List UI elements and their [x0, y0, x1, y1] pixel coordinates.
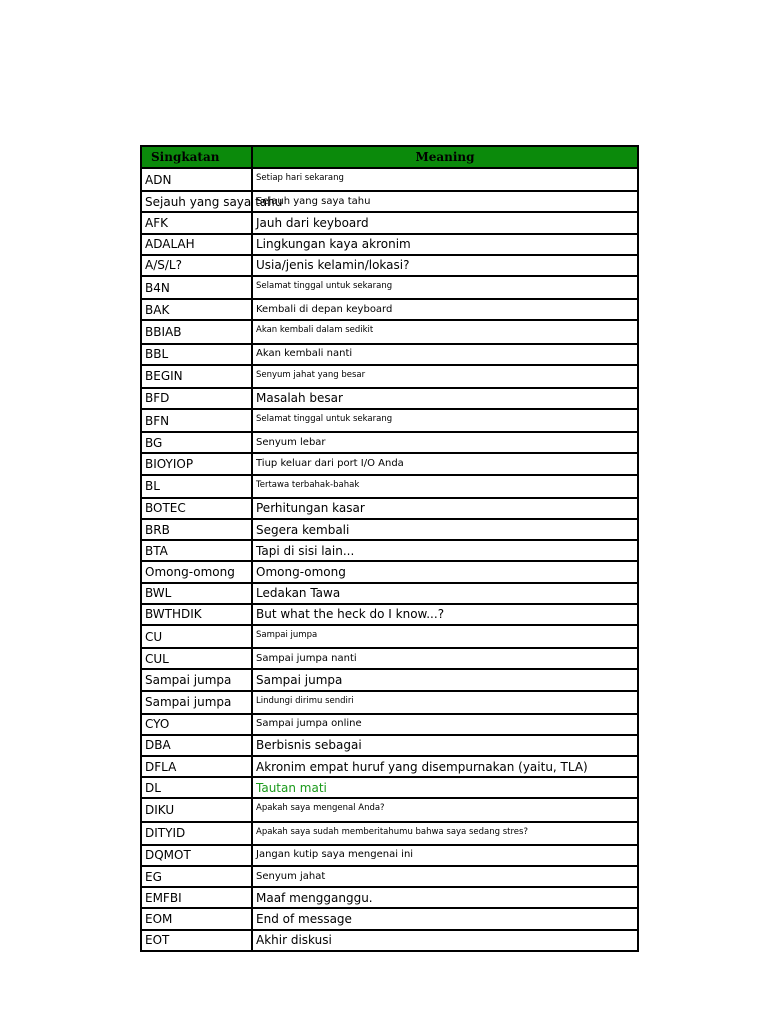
meaning-cell: Ledakan Tawa: [252, 583, 638, 604]
meaning-cell: Senyum jahat: [252, 866, 638, 887]
meaning-cell: End of message: [252, 908, 638, 929]
table-row: [141, 276, 638, 299]
table-row: [141, 691, 638, 714]
table-row: [141, 648, 638, 669]
abbr-cell: DQMOT: [141, 845, 252, 866]
abbr-cell: A/S/L?: [141, 255, 252, 276]
meaning-cell: Kembali di depan keyboard: [252, 299, 638, 320]
column-header-abbreviation: Singkatan: [141, 146, 252, 168]
abbr-cell: DL: [141, 777, 252, 798]
meaning-cell: Tertawa terbahak-bahak: [252, 475, 638, 498]
table-row: [141, 540, 638, 561]
table-row: [141, 409, 638, 432]
abbr-cell: BFN: [141, 409, 252, 432]
acronym-table: [140, 145, 639, 952]
abbr-cell: DIKU: [141, 798, 252, 821]
table-row: [141, 475, 638, 498]
abbr-cell: AFK: [141, 212, 252, 233]
abbr-cell: BOTEC: [141, 498, 252, 519]
table-row: [141, 234, 638, 255]
abbr-cell: BWTHDIK: [141, 604, 252, 625]
abbr-cell: BFD: [141, 388, 252, 409]
table-row: [141, 798, 638, 821]
table-row: [141, 320, 638, 343]
meaning-cell: Akhir diskusi: [252, 930, 638, 951]
meaning-cell: Sampai jumpa: [252, 669, 638, 690]
meaning-cell: Usia/jenis kelamin/lokasi?: [252, 255, 638, 276]
abbr-cell: CUL: [141, 648, 252, 669]
table-row: [141, 604, 638, 625]
table-row: [141, 583, 638, 604]
abbr-cell: BIOYIOP: [141, 453, 252, 474]
abbr-cell: CYO: [141, 714, 252, 735]
table-row: [141, 777, 638, 798]
abbr-cell: DBA: [141, 735, 252, 756]
table-row: [141, 735, 638, 756]
meaning-cell: Tautan mati: [252, 777, 638, 798]
table-row: [141, 866, 638, 887]
abbr-cell: BRB: [141, 519, 252, 540]
column-header-meaning: Meaning: [252, 146, 638, 168]
meaning-cell: Maaf mengganggu.: [252, 887, 638, 908]
meaning-cell: Senyum jahat yang besar: [252, 365, 638, 388]
meaning-cell: But what the heck do I know...?: [252, 604, 638, 625]
abbr-cell: ADN: [141, 168, 252, 191]
meaning-cell: Jangan kutip saya mengenai ini: [252, 845, 638, 866]
abbr-cell: BBIAB: [141, 320, 252, 343]
meaning-cell: Setiap hari sekarang: [252, 168, 638, 191]
abbr-cell: Omong-omong: [141, 561, 252, 582]
meaning-cell: Apakah saya mengenal Anda?: [252, 798, 638, 821]
abbr-cell: BBL: [141, 344, 252, 365]
table-row: [141, 344, 638, 365]
table-row: [141, 365, 638, 388]
meaning-cell: Lindungi dirimu sendiri: [252, 691, 638, 714]
abbr-cell: DITYID: [141, 822, 252, 845]
table-row: [141, 519, 638, 540]
meaning-cell: Jauh dari keyboard: [252, 212, 638, 233]
table-row: [141, 453, 638, 474]
abbr-cell: BTA: [141, 540, 252, 561]
abbr-cell: BAK: [141, 299, 252, 320]
table-row: [141, 625, 638, 648]
table-row: [141, 908, 638, 929]
table-row: [141, 212, 638, 233]
meaning-cell: Sejauh yang saya tahu: [252, 191, 638, 212]
meaning-cell: Segera kembali: [252, 519, 638, 540]
table-row: [141, 669, 638, 690]
table-row: [141, 168, 638, 191]
table-row: [141, 887, 638, 908]
meaning-cell: Tiup keluar dari port I/O Anda: [252, 453, 638, 474]
abbr-cell: ADALAH: [141, 234, 252, 255]
table-row: [141, 498, 638, 519]
table-row: [141, 714, 638, 735]
abbr-cell: EOT: [141, 930, 252, 951]
table-row: [141, 299, 638, 320]
abbr-cell: BWL: [141, 583, 252, 604]
abbr-cell: EMFBI: [141, 887, 252, 908]
meaning-cell: Omong-omong: [252, 561, 638, 582]
abbr-cell: Sejauh yang saya tahu: [141, 191, 252, 212]
meaning-cell: Akan kembali dalam sedikit: [252, 320, 638, 343]
table-row: [141, 930, 638, 951]
table-row: [141, 255, 638, 276]
meaning-cell: Perhitungan kasar: [252, 498, 638, 519]
meaning-cell: Akan kembali nanti: [252, 344, 638, 365]
meaning-cell: Senyum lebar: [252, 432, 638, 453]
meaning-cell: Selamat tinggal untuk sekarang: [252, 276, 638, 299]
table-row: [141, 388, 638, 409]
abbr-cell: EOM: [141, 908, 252, 929]
abbr-cell: DFLA: [141, 756, 252, 777]
table-row: [141, 756, 638, 777]
abbr-cell: B4N: [141, 276, 252, 299]
abbr-cell: CU: [141, 625, 252, 648]
abbr-cell: EG: [141, 866, 252, 887]
table-row: [141, 822, 638, 845]
meaning-cell: Apakah saya sudah memberitahumu bahwa saya sedang stres?: [252, 822, 638, 845]
table-row: [141, 561, 638, 582]
meaning-cell: Lingkungan kaya akronim: [252, 234, 638, 255]
meaning-cell: Sampai jumpa online: [252, 714, 638, 735]
meaning-cell: Sampai jumpa: [252, 625, 638, 648]
table-row: [141, 191, 638, 212]
table-row: [141, 432, 638, 453]
meaning-cell: Selamat tinggal untuk sekarang: [252, 409, 638, 432]
abbr-cell: Sampai jumpa: [141, 669, 252, 690]
abbr-cell: Sampai jumpa: [141, 691, 252, 714]
meaning-cell: Tapi di sisi lain...: [252, 540, 638, 561]
meaning-cell: Akronim empat huruf yang disempurnakan (yaitu, TLA): [252, 756, 638, 777]
table-header-row: [141, 146, 638, 168]
meaning-cell: Masalah besar: [252, 388, 638, 409]
abbr-cell: BG: [141, 432, 252, 453]
meaning-cell: Sampai jumpa nanti: [252, 648, 638, 669]
table-row: [141, 845, 638, 866]
abbr-cell: BL: [141, 475, 252, 498]
meaning-cell: Berbisnis sebagai: [252, 735, 638, 756]
abbr-cell: BEGIN: [141, 365, 252, 388]
